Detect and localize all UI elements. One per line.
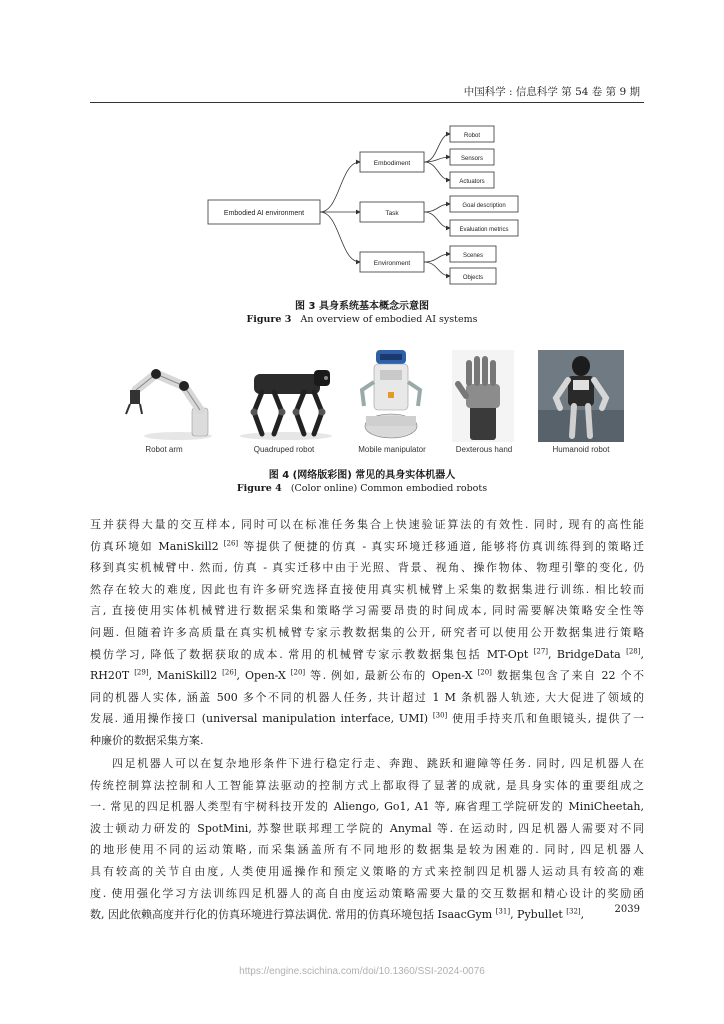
robot-label-humanoid: Humanoid robot	[552, 445, 610, 454]
text-run: 度. 使用强化学习方法训练四足机器人的高自由度运动策略需要大量的交互数据和精心设计的奖励函	[90, 886, 644, 900]
edge-environment-scenes	[424, 254, 450, 262]
diagram-leaf-scenes-label: Scenes	[462, 253, 484, 259]
figure4-caption-cn: 图 4 (网络版彩图) 常见的具身实体机器人	[268, 470, 456, 481]
text-run: 具有较高的关节自由度, 人类使用遥操作和预定义策略的方式来控制四足机器人运动具有较高的难	[90, 864, 644, 878]
text-line	[90, 622, 644, 644]
text-run: 移到真实机械臂中. 然而, 仿真 - 真实迁移中由于光照、背景、视角、操作物体、物理引擎的变化, 仍	[90, 561, 644, 575]
robot-label-mobile: Mobile manipulator	[358, 445, 426, 454]
page-number: 2039	[614, 904, 640, 915]
text-run: 模仿学习, 降低了数据获取的成本. 常用的机械臂专家示教数据集包括 MT-Opt	[90, 647, 534, 661]
photo-mobile-manipulator	[352, 350, 432, 442]
text-line	[90, 730, 644, 752]
doi-watermark: https://engine.scichina.com/doi/10.1360/SSI-2024-0076	[239, 966, 485, 977]
text-line	[90, 644, 644, 666]
diagram-leaf-metrics-label: Evaluation metrics	[459, 227, 509, 233]
citation-marker: [28]	[626, 646, 641, 655]
text-line	[90, 861, 644, 883]
body-paragraph-1	[90, 514, 644, 752]
text-run: 一. 常见的四足机器人类型有宇树科技开发的 Aliengo, Go1, A1 等, 麻省理工学院研发的 MiniCheetah,	[90, 800, 644, 814]
text-line	[90, 775, 644, 797]
robot-label-quadruped: Quadruped robot	[253, 445, 315, 454]
edge-root-embodiment	[320, 162, 360, 212]
text-run: 四足机器人可以在复杂地形条件下进行稳定行走、奔跑、跳跃和避障等任务. 同时, 四足机器人在	[112, 757, 644, 770]
citation-marker: [30]	[432, 711, 448, 720]
photo-robot-arm	[108, 350, 220, 442]
photo-quadruped	[228, 350, 340, 442]
diagram-leaf-objects-label: Objects	[462, 275, 484, 281]
figure3-caption-en-text: An overview of embodied AI systems	[300, 314, 478, 325]
edge-embodiment-robot	[424, 134, 450, 162]
edge-task-metrics	[424, 212, 450, 228]
text-line	[90, 687, 644, 709]
edge-root-environment	[320, 212, 360, 262]
text-run: 使用手持夹爪和鱼眼镜头, 提供了一	[447, 712, 644, 726]
body-paragraph-2	[90, 753, 644, 926]
citation-marker: [32]	[566, 907, 581, 916]
text-run: 波士顿动力研发的 SpotMini, 苏黎世联邦理工学院的 Anymal 等. 在运动时, 四足机器人需要对不同	[90, 821, 644, 835]
text-run: 问题. 但随着许多高质量在真实机械臂专家示教数据集的公开, 研究者可以使用公开数据集进行策略	[90, 625, 644, 639]
citation-marker: [29]	[134, 668, 149, 677]
diagram-leaf-goal-label: Goal description	[462, 203, 506, 209]
diagram-task-label: Task	[385, 210, 399, 217]
diagram-leaf-sensors-label: Sensors	[460, 156, 484, 162]
text-line	[90, 818, 644, 840]
text-line	[90, 708, 644, 730]
figure3-diagram	[0, 0, 724, 300]
citation-marker: [20]	[290, 668, 306, 677]
text-run: 等. 例如, 最新公布的 Open-X	[305, 669, 478, 683]
text-run: 种廉价的数据采集方案.	[90, 733, 204, 747]
citation-marker: [27]	[533, 646, 549, 655]
running-header: 中国科学 : 信息科学 第 54 卷 第 9 期	[463, 86, 640, 98]
text-run: 的地形使用不同的运动策略, 而采集涵盖所有不同地形的数据集是较为困难的. 同时, 四足机器人	[90, 843, 644, 857]
text-run: 数据集包含了来自 22 个不	[491, 669, 644, 683]
citation-marker: [26]	[222, 668, 237, 677]
diagram-root-label: Embodied AI environment	[223, 210, 305, 217]
text-run: 传统控制算法控制和人工智能算法驱动的控制方式上都取得了显著的成就, 是具身实体的重要组成之	[90, 778, 644, 792]
text-run: 互并获得大量的交互样本, 同时可以在标准任务集合上快速验证算法的有效性. 同时, 现有的高性能	[90, 518, 644, 531]
text-run: 然存在较大的难度, 因此也有许多研究选择直接使用真实机械臂上采集的数据集进行训练. 相比较而	[90, 582, 644, 596]
text-run: , BridgeData	[548, 647, 627, 661]
text-run: 同的机器人实体, 涵盖 500 多个不同的机器人任务, 共计超过 1 M 条机器人轨迹, 大大促进了领域的	[90, 690, 644, 704]
text-run: RH20T	[90, 669, 135, 683]
diagram-leaf-actuators-label: Actuators	[459, 179, 485, 185]
figure3-caption-en	[0, 314, 724, 325]
figure4-caption-en-label: Figure 4	[236, 483, 282, 494]
diagram-embodiment-label: Embodiment	[373, 160, 411, 167]
text-line	[90, 536, 644, 558]
diagram-environment-label: Environment	[373, 260, 411, 267]
text-line	[90, 579, 644, 601]
text-line	[90, 796, 644, 818]
photo-dexterous-hand	[452, 350, 514, 442]
figure3-caption-en-label: Figure 3	[246, 314, 292, 325]
text-line	[90, 665, 644, 687]
figure4-caption-en	[0, 483, 724, 494]
figure4-caption-en-text: (Color online) Common embodied robots	[290, 483, 488, 494]
edge-task-goal	[424, 204, 450, 212]
text-line	[90, 557, 644, 579]
text-run: 仿真环境如 ManiSkill2	[90, 539, 224, 553]
edge-embodiment-actuators	[424, 162, 450, 180]
text-line	[90, 904, 644, 926]
citation-marker: [26]	[223, 538, 239, 547]
robot-label-arm: Robot arm	[145, 445, 183, 454]
text-run: 发展. 通用操作接口 (universal manipulation interface, UMI)	[90, 712, 433, 726]
citation-marker: [31]	[495, 907, 511, 916]
text-run: , ManiSkill2	[148, 669, 223, 683]
text-run: ,	[640, 647, 644, 661]
robot-label-hand: Dexterous hand	[455, 445, 513, 454]
text-line	[90, 753, 644, 775]
edge-environment-objects	[424, 262, 450, 276]
text-line	[90, 883, 644, 905]
text-line	[90, 600, 644, 622]
text-run: , Pybullet	[510, 908, 567, 922]
photo-humanoid	[538, 350, 624, 442]
diagram-leaf-robot-label: Robot	[463, 133, 481, 139]
text-line	[90, 839, 644, 861]
text-run: ,	[580, 908, 585, 922]
citation-marker: [20]	[477, 668, 492, 677]
text-run: , Open-X	[236, 669, 291, 683]
text-run: 数, 因此依赖高度并行化的仿真环境进行算法调优. 常用的仿真环境包括 IsaacGym	[90, 908, 496, 922]
text-line	[90, 514, 644, 536]
text-run: 言, 直接使用实体机械臂进行数据采集和策略学习需要昂贵的时间成本, 同时需要解决策略安全性等	[90, 604, 644, 618]
figure3-caption-cn: 图 3 具身系统基本概念示意图	[295, 301, 429, 312]
text-run: 等提供了便捷的仿真 - 真实环境迁移通道, 能够将仿真训练得到的策略迁	[238, 539, 644, 553]
